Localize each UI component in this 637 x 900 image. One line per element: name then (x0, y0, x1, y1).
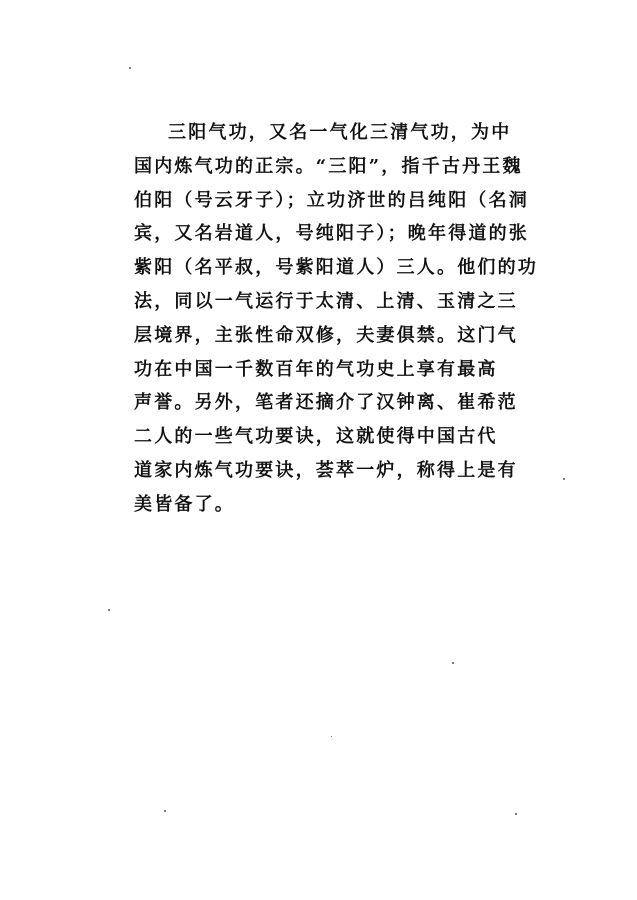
paragraph-line-5: 紫阳（名平叔，号紫阳道人）三人。他们的功 (134, 257, 538, 279)
scan-speck (331, 736, 332, 737)
paragraph-line-7: 层境界，主张性命双修，夫妻俱禁。这门气 (134, 324, 518, 346)
paragraph-line-10: 二人的一些气功要诀，这就使得中国古代 (134, 426, 498, 448)
body-paragraph (134, 116, 538, 522)
paragraph-line-11: 道家内炼气功要诀，荟萃一炉，称得上是有 (134, 459, 518, 481)
scan-speck (563, 478, 565, 480)
scan-speck (108, 609, 110, 611)
scan-speck (515, 813, 517, 815)
scan-speck (164, 810, 166, 812)
paragraph-line-8: 功在中国一千数百年的气功史上享有最高 (134, 358, 498, 380)
scan-speck (452, 662, 454, 664)
paragraph-line-2: 国内炼气功的正宗。“三阳”，指千古丹王魏 (134, 155, 523, 177)
paragraph-line-3: 伯阳（号云牙子）；立功济世的吕纯阳（名洞 (134, 189, 529, 211)
paragraph-line-4: 宾，又名岩道人，号纯阳子）；晚年得道的张 (134, 223, 529, 245)
paragraph-line-6: 法，同以一气运行于太清、上清、玉清之三 (134, 290, 518, 312)
paragraph-line-9: 声誉。另外，笔者还摘介了汉钟离、崔希范 (134, 392, 518, 414)
paragraph-line-12: 美皆备了。 (134, 493, 235, 515)
scan-speck (129, 67, 131, 69)
paragraph-line-1: 三阳气功，又名一气化三清气功，为中 (168, 122, 512, 143)
